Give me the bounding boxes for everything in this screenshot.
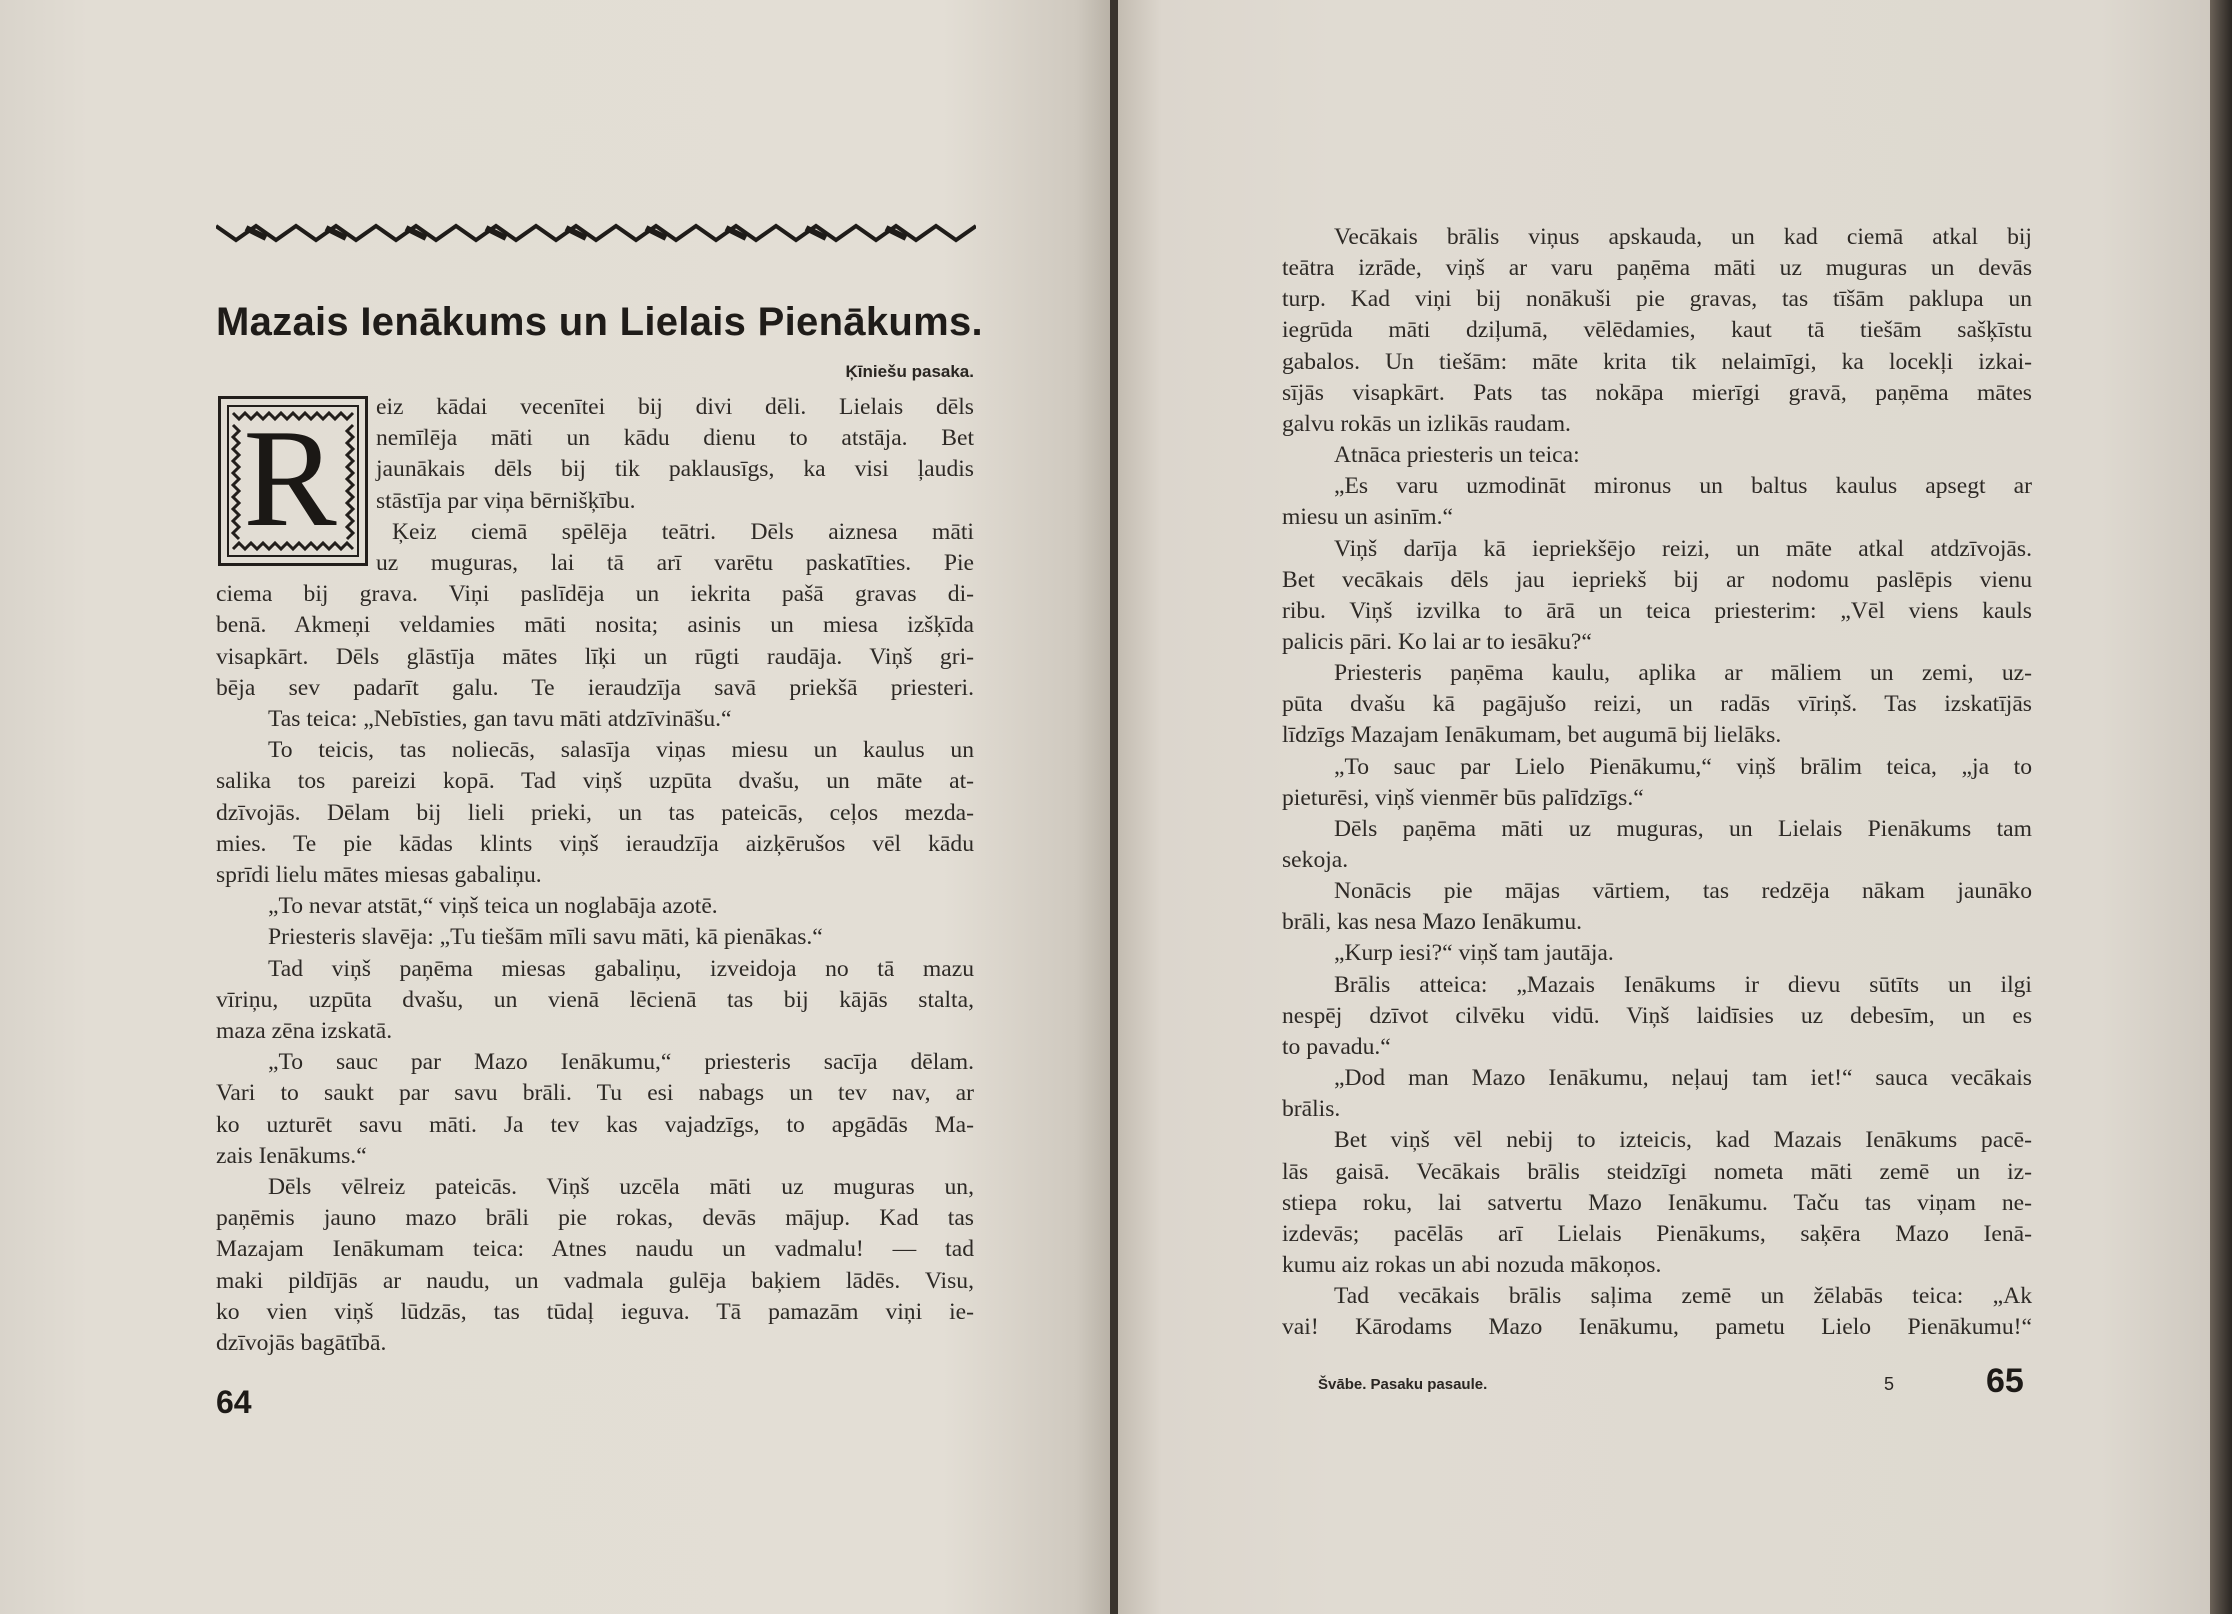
text-line: sījās visapkārt. Pats tas nokāpa mierīgi gravā, paņēma mātes [1282,379,2032,406]
text-line: līdzīgs Mazajam Ienākumam, bet augumā bij lielāks. [1282,722,1782,749]
text-line: Priesteris paņēma kaulu, aplika ar māliem un zemi, uz- [1334,660,2032,687]
text-line: Vari to saukt par savu brāli. Tu esi nabags un tev nav, ar [216,1080,974,1107]
text-line: stāstīja par viņa bērnišķību. [376,487,636,514]
page-edge [2210,0,2232,1614]
text-line: Atnāca priesteris un teica: [1334,442,1580,469]
text-line: Brālis atteica: „Mazais Ienākums ir dievu sūtīts un ilgi [1334,971,2032,998]
text-line: lās gaisā. Vecākais brālis steidzīgi nometa māti zemē un iz- [1282,1158,2032,1185]
text-line: dzīvojās bagātībā. [216,1330,387,1356]
text-line: Ķeiz ciemā spēlēja teātri. Dēls aiznesa māti [392,518,974,545]
text-line: „To sauc par Mazo Ienākumu,“ priesteris sacīja dēlam. [268,1049,974,1076]
text-line: „Es varu uzmodināt mironus un baltus kaulus apsegt ar [1334,473,2032,500]
text-line: teātra izrāde, viņš ar varu paņēma māti uz muguras un devās [1282,255,2032,282]
text-line: ciema bij grava. Viņi paslīdēja un iekrita pašā gravas di- [216,581,974,608]
signature-footer-note: Švābe. Pasaku pasaule. [1318,1376,1488,1393]
text-line: mies. Te pie kādas klints viņš ieraudzīja aizķērušos vēl kādu [216,830,974,857]
text-line: brāli, kas nesa Mazo Ienākumu. [1282,909,1583,936]
right-page [1118,0,2210,1614]
text-line: Tad viņš paņēma miesas gabaliņu, izveidoja no tā mazu [268,955,974,982]
text-line: benā. Akmeņi veldamies māti nosita; asinis un miesa izšķīda [216,612,974,639]
text-line: palicis pāri. Ko lai ar to iesāku?“ [1282,628,1592,655]
story-subtitle: Ķīniešu pasaka. [845,362,974,381]
text-line: brālis. [1282,1096,1341,1123]
text-line: Priesteris slavēja: „Tu tiešām mīli savu māti, kā pienākas.“ [268,924,823,951]
text-line: „Dod man Mazo Ienākumu, neļauj tam iet!“ sauca vecākais [1334,1065,2032,1092]
page-number-left: 64 [216,1384,252,1420]
text-line: izdevās; pacēlās arī Lielais Pienākums, saķēra Mazo Ienā- [1282,1220,2032,1247]
text-line: „To sauc par Lielo Pienākumu,“ viņš brālim teica, „ja to [1334,753,2032,780]
text-line: maza zēna izskatā. [216,1018,393,1044]
text-line: nespēj dzīvot cilvēku vidū. Viņš laidīsies uz debesīm, un es [1282,1002,2032,1029]
signature-mark: 5 [1884,1374,1895,1394]
text-line: Bet viņš vēl nebij to izteicis, kad Mazais Ienākums pacē- [1334,1127,2032,1154]
text-line: Nonācis pie mājas vārtiem, tas redzēja nākam jaunāko [1334,878,2032,905]
text-line: Vecākais brālis viņus apskauda, un kad ciemā atkal bij [1334,224,2032,250]
text-line: miesu un asinīm.“ [1282,504,1454,531]
text-line: Dēls vēlreiz pateicās. Viņš uzcēla māti uz muguras un, [268,1174,974,1200]
text-line: stiepa roku, lai satvertu Mazo Ienākumu. Taču tas viņam ne- [1282,1189,2032,1216]
text-line: vīriņu, uzpūta dvašu, un vienā lēcienā tas bij kājās stalta, [216,986,974,1013]
text-line: ko vien viņš lūdzās, tas tūdaļ ieguva. Tā pamazām viņi ie- [216,1298,974,1325]
text-line: to pavadu.“ [1282,1033,1391,1060]
text-line: ribu. Viņš izvilka to ārā un teica priesterim: „Vēl viens kauls [1282,597,2032,624]
text-line: zais Ienākums.“ [216,1142,367,1169]
text-line: pūta dvašu kā pagājušo reizi, un radās vīriņš. Tas izskatījās [1282,691,2032,718]
text-line: pieturēsi, viņš vienmēr būs palīdzīgs.“ [1282,784,1644,811]
text-line: Bet vecākais dēls jau iepriekš bij ar nodomu paslēpis vienu [1282,566,2032,593]
text-line: vai! Kārodams Mazo Ienākumu, pametu Lielo Pienākumu!“ [1282,1314,2032,1341]
page-number-right: 65 [1986,1362,2024,1400]
text-line: Tas teica: „Nebīsties, gan tavu māti atdzīvināšu.“ [268,706,732,732]
text-line: dzīvojās. Dēlam bij lieli prieki, un tas pateicās, ceļos mezda- [216,799,974,826]
text-line: bēja sev padarīt galu. Te ieraudzīja savā priekšā priesteri. [216,674,974,701]
text-line: jaunākais dēls bij tik paklausīgs, ka visi ļaudis [376,456,974,483]
text-line: „Kurp iesi?“ viņš tam jautāja. [1334,940,1614,967]
text-line: visapkārt. Dēls glāstīja mātes līķi un rūgti raudāja. Viņš gri- [216,643,974,670]
text-line: nemīlēja māti un kādu dienu to atstāja. Bet [376,425,974,452]
text-line: „To nevar atstāt,“ viņš teica un noglabāja azotē. [268,893,718,920]
decorative-ornament-border [216,222,976,244]
text-line: galvu rokās un izlikās raudam. [1282,410,1571,437]
left-page [0,0,1110,1614]
text-line: uz muguras, lai tā arī varētu paskatīties. Pie [376,550,974,576]
text-line: sekoja. [1282,847,1349,873]
drop-cap [218,396,368,566]
text-line: eiz kādai vecenītei bij divi dēli. Lielais dēls [376,394,974,420]
text-line: paņēmis jauno mazo brāli pie rokas, devās mājup. Kad tas [216,1205,974,1232]
story-title: Mazais Ienākums un Lielais Pienākums. [216,300,983,344]
text-line: To teicis, tas noliecās, salasīja viņas miesu un kaulus un [268,737,974,764]
text-line: Viņš darīja kā iepriekšējo reizi, un māte atkal atdzīvojās. [1334,535,2032,562]
text-line: maki pildījās ar naudu, un vadmala gulēja baķiem lādēs. Visu, [216,1267,974,1294]
text-line: sprīdi lielu mātes miesas gabaliņu. [216,862,542,888]
text-line: Mazajam Ienākumam teica: Atnes naudu un vadmalu! — tad [216,1236,974,1263]
text-line: Dēls paņēma māti uz muguras, un Lielais Pienākums tam [1334,815,2032,842]
drop-cap-letter: R [243,401,337,556]
book-gutter [1110,0,1118,1614]
text-line: turp. Kad viņi bij nonākuši pie gravas, tas tīšām paklupa un [1282,286,2032,313]
text-line: kumu aiz rokas un abi nozuda mākoņos. [1282,1251,1662,1278]
text-line: gabalos. Un tiešām: māte krita tik nelaimīgi, ka locekļi izkai- [1282,348,2032,375]
text-line: iegrūda māti dziļumā, vēlēdamies, kaut tā tiešām sašķīstu [1282,317,2032,344]
text-line: Tad vecākais brālis saļima zemē un žēlabās teica: „Ak [1334,1283,2032,1310]
text-line: ko uzturēt savu māti. Ja tev kas vajadzīgs, to apgādās Ma- [216,1111,974,1138]
text-line: salika tos pareizi kopā. Tad viņš uzpūta dvašu, un māte at- [216,768,974,795]
